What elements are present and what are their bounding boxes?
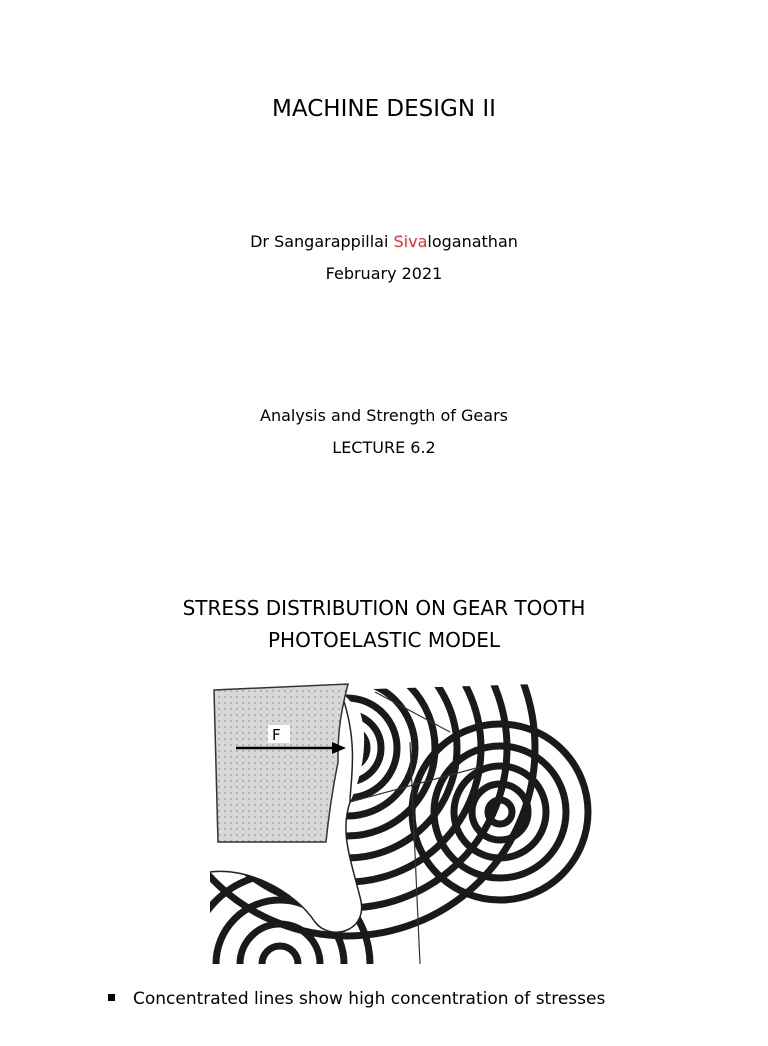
author-name-prefix: Dr Sangarappillai [250, 232, 394, 251]
mating-tooth [214, 684, 348, 842]
bullet-continuation [138, 1016, 608, 1046]
author-name [0, 226, 768, 258]
lecture-number: LECTURE 6.2 [332, 438, 436, 457]
author-name-highlight: Siva [393, 232, 428, 251]
photoelastic-figure [210, 682, 612, 964]
bullet-item [108, 989, 605, 1009]
slide-title [0, 592, 768, 656]
author-name-suffix: loganathan [427, 232, 518, 251]
topic-block [0, 400, 768, 464]
slide-title-line1: STRESS DISTRIBUTION ON GEAR TOOTH [182, 596, 586, 620]
page-title: MACHINE DESIGN II [272, 96, 496, 122]
author-block [0, 226, 768, 290]
bullet-text: Concentrated lines show high concentration of stresses [133, 989, 606, 1009]
bullet-marker [108, 994, 115, 1001]
date: February 2021 [325, 264, 443, 283]
topic: Analysis and Strength of Gears [260, 406, 508, 425]
force-label: F [272, 726, 281, 744]
slide-title-line2: PHOTOELASTIC MODEL [267, 628, 501, 652]
